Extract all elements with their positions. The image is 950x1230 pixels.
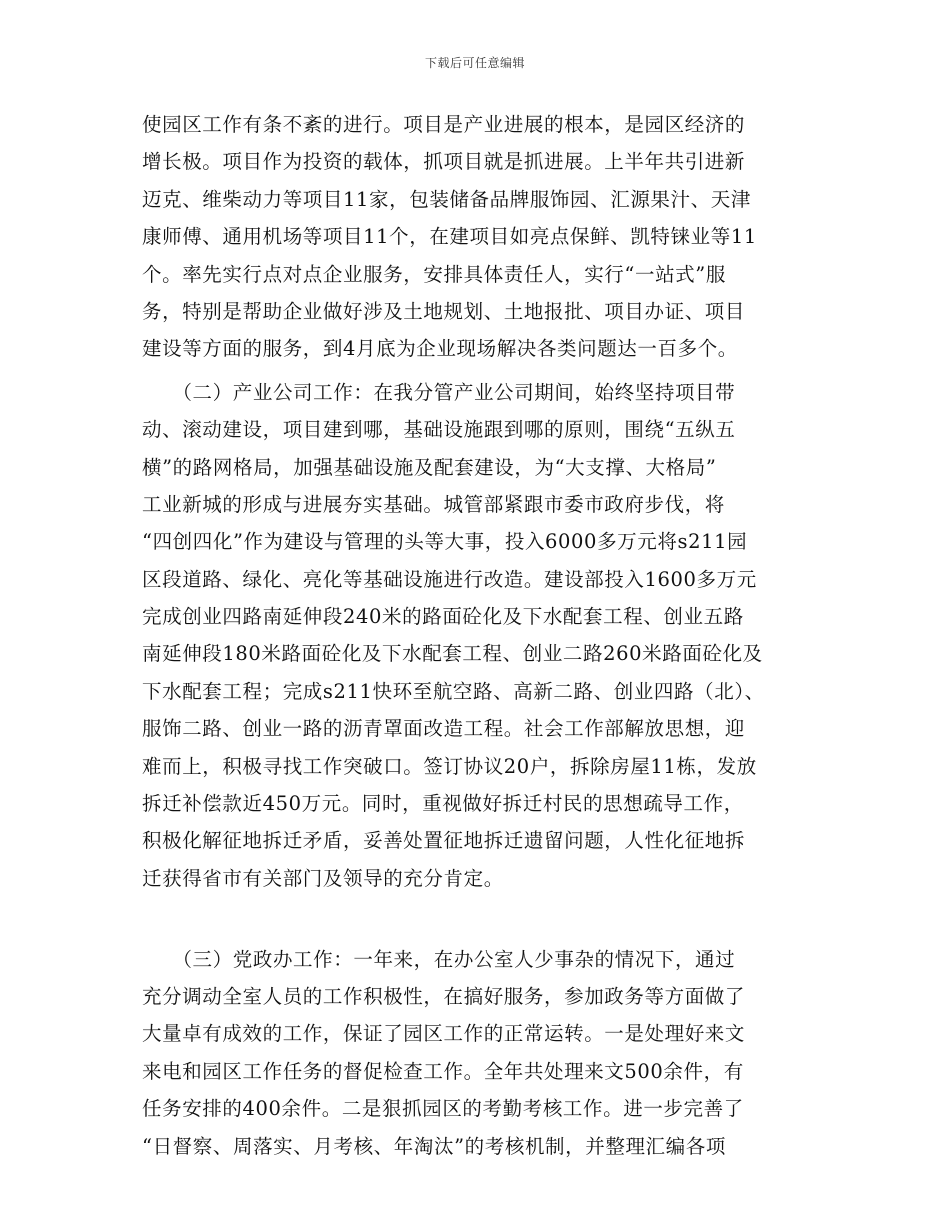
text-line: 迈克、维柴动力等项目11家，包装储备品牌服饰园、汇源果汁、天津 [142,187,751,211]
text-line: （三）党政办工作：一年来，在办公室人少事杂的情况下，通过 [142,947,736,971]
text-line: 使园区工作有条不紊的进行。项目是产业进展的根本，是园区经济的 [142,113,746,136]
document-body [142,106,822,1165]
text-line: 务，特别是帮助企业做好涉及土地规划、土地报批、项目办证、项目 [142,299,746,323]
text-line: 难而上，积极寻找工作突破口。签订协议20户，拆除房屋11栋，发放 [142,754,757,778]
text-line: 下水配套工程；完成s211快环至航空路、高新二路、创业四路（北）、 [142,679,765,703]
text-line: 增长极。项目作为投资的载体，抓项目就是抓进展。上半年共引进新 [142,150,746,174]
paragraph-intro [142,106,822,368]
text-line: 动、滚动建设，项目建到哪，基础设施跟到哪的原则，围绕“五纵五 [142,418,736,442]
text-line: （二）产业公司工作：在我分管产业公司期间，始终坚持项目带 [142,380,736,404]
text-line: 建设等方面的服务，到4月底为企业现场解决各类问题达一百多个。 [142,337,738,361]
text-line: 大量卓有成效的工作，保证了园区工作的正常运转。一是处理好来文 [142,1022,746,1046]
text-line: 服饰二路、创业一路的沥青罩面改造工程。社会工作部解放思想，迎 [142,717,746,741]
text-line: 工业新城的形成与进展夯实基础。城管部紧跟市委市政府步伐，将 [142,492,725,516]
paragraph-party-office [142,941,822,1165]
text-line: 横”的路网格局，加强基础设施及配套建设，为“大支撑、大格局” [142,455,717,479]
text-line: “四创四化”作为建设与管理的头等大事，投入6000多万元将s211园 [142,530,748,554]
text-line: 迁获得省市有关部门及领导的充分肯定。 [142,866,504,890]
text-line: 拆迁补偿款近450万元。同时，重视做好拆迁村民的思想疏导工作， [142,792,744,816]
text-line: 积极化解征地拆迁矛盾，妥善处置征地拆迁遗留问题，人性化征地拆 [142,829,746,853]
text-line: 个。率先实行点对点企业服务，安排具体责任人，实行“一站式”服 [142,262,726,286]
text-line: 南延伸段180米路面砼化及下水配套工程、创业二路260米路面砼化及 [142,642,763,666]
text-line: 充分调动全室人员的工作积极性，在搞好服务，参加政务等方面做了 [142,984,746,1008]
page-header: 下载后可任意编辑 [424,56,525,70]
text-line [142,897,822,934]
text-line: 任务安排的400余件。二是狠抓园区的考勤考核工作。进一步完善了 [142,1097,744,1121]
text-line: 区段道路、绿化、亮化等基础设施进行改造。建设部投入1600多万元 [142,567,757,591]
paragraph-industry-company [142,374,822,935]
text-line: 来电和园区工作任务的督促检查工作。全年共处理来文500余件，有 [142,1059,744,1083]
text-line: 康师傅、通用机场等项目11个，在建项目如亮点保鲜、凯特铼业等11 [142,225,757,249]
text-line: “日督察、周落实、月考核、年淘汰”的考核机制，并整理汇编各项 [142,1134,726,1158]
text-line: 完成创业四路南延伸段240米的路面砼化及下水配套工程、创业五路 [142,605,744,629]
